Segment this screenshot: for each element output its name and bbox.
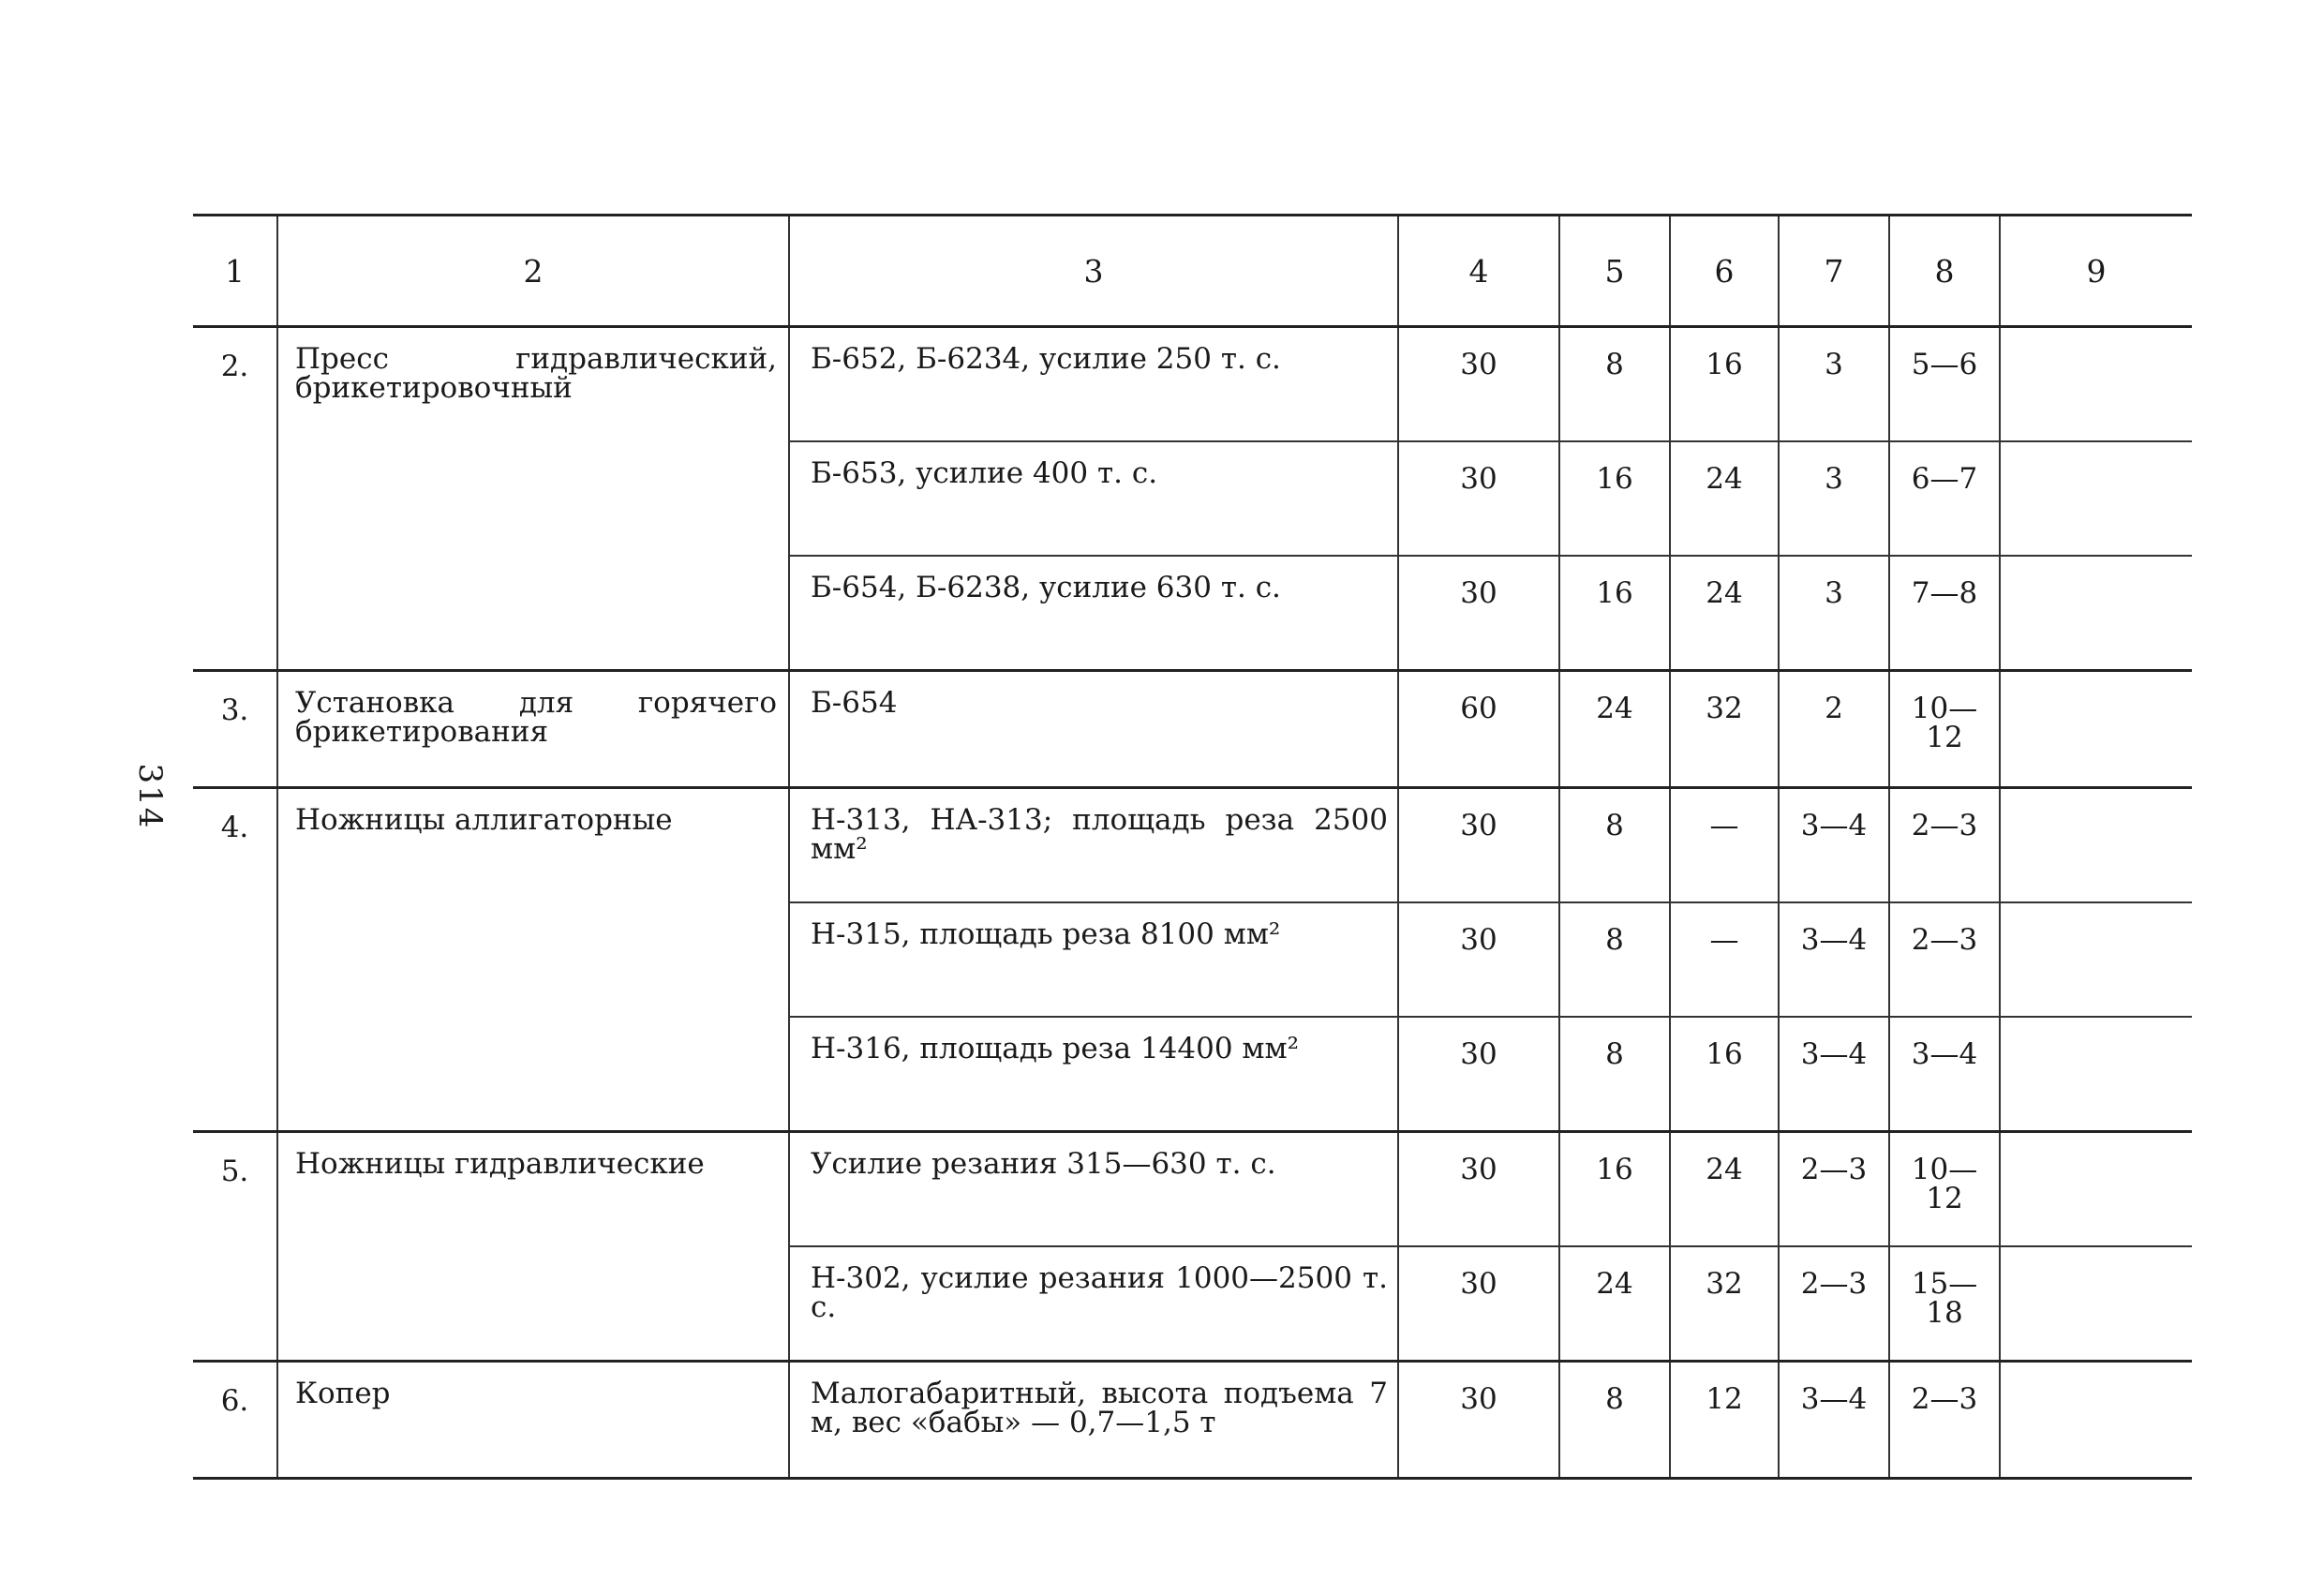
item-number: 4.	[193, 788, 277, 1132]
value-col-7: 2	[1779, 671, 1889, 788]
header-col-3: 3	[789, 216, 1398, 327]
item-number: 6.	[193, 1362, 277, 1479]
header-col-4: 4	[1398, 216, 1559, 327]
item-name: Установка для горячего брикетирования	[277, 671, 789, 788]
model-cell: Н-313, НА-313; площадь реза 2500 мм²	[789, 788, 1398, 903]
table-header	[193, 216, 2192, 327]
value-col-7: 2—3	[1779, 1132, 1889, 1247]
table-row	[193, 1362, 2192, 1479]
item-name: Копер	[277, 1362, 789, 1479]
value-col-9	[2000, 1362, 2192, 1479]
model-cell: Н-315, площадь реза 8100 мм²	[789, 902, 1398, 1017]
value-col-5: 16	[1559, 1132, 1670, 1247]
value-col-7: 2—3	[1779, 1246, 1889, 1362]
value-col-4: 30	[1398, 902, 1559, 1017]
value-col-8: 10—12	[1889, 1132, 2000, 1247]
model-cell: Б-654	[789, 671, 1398, 788]
value-col-6: —	[1670, 788, 1779, 903]
model-cell: Н-302, усилие резания 1000—2500 т. с.	[789, 1246, 1398, 1362]
value-col-4: 30	[1398, 788, 1559, 903]
value-col-9	[2000, 1132, 2192, 1247]
value-col-8: 6—7	[1889, 441, 2000, 556]
header-col-7: 7	[1779, 216, 1889, 327]
value-col-7: 3	[1779, 327, 1889, 442]
header-row	[193, 216, 2192, 327]
model-cell: Н-316, площадь реза 14400 мм²	[789, 1017, 1398, 1132]
item-number: 5.	[193, 1132, 277, 1362]
item-name: Ножницы аллигаторные	[277, 788, 789, 1132]
value-col-4: 30	[1398, 1362, 1559, 1479]
value-col-8: 2—3	[1889, 902, 2000, 1017]
value-col-5: 24	[1559, 671, 1670, 788]
value-col-5: 8	[1559, 788, 1670, 903]
header-col-2: 2	[277, 216, 789, 327]
value-col-7: 3	[1779, 441, 1889, 556]
value-col-6: 32	[1670, 1246, 1779, 1362]
value-col-5: 8	[1559, 1362, 1670, 1479]
value-col-4: 30	[1398, 1017, 1559, 1132]
model-cell: Б-654, Б-6238, усилие 630 т. с.	[789, 556, 1398, 671]
value-col-9	[2000, 788, 2192, 903]
value-col-7: 3—4	[1779, 788, 1889, 903]
value-col-5: 8	[1559, 902, 1670, 1017]
item-number: 2.	[193, 327, 277, 671]
model-cell: Усилие резания 315—630 т. с.	[789, 1132, 1398, 1247]
table-row	[193, 1132, 2192, 1247]
value-col-8: 7—8	[1889, 556, 2000, 671]
value-col-8: 10—12	[1889, 671, 2000, 788]
value-col-6: 24	[1670, 441, 1779, 556]
value-col-7: 3	[1779, 556, 1889, 671]
table-row	[193, 788, 2192, 903]
specifications-table-wrap	[193, 214, 2192, 1480]
value-col-4: 30	[1398, 327, 1559, 442]
header-col-6: 6	[1670, 216, 1779, 327]
model-cell: Б-653, усилие 400 т. с.	[789, 441, 1398, 556]
value-col-9	[2000, 902, 2192, 1017]
page-number: 314	[131, 763, 169, 830]
value-col-8: 2—3	[1889, 788, 2000, 903]
model-cell: Малогабаритный, высота подъема 7 м, вес «бабы» — 0,7—1,5 т	[789, 1362, 1398, 1479]
header-col-1: 1	[193, 216, 277, 327]
value-col-6: 16	[1670, 1017, 1779, 1132]
value-col-5: 8	[1559, 327, 1670, 442]
value-col-4: 30	[1398, 1246, 1559, 1362]
header-col-8: 8	[1889, 216, 2000, 327]
item-name: Ножницы гидравлические	[277, 1132, 789, 1362]
value-col-7: 3—4	[1779, 1017, 1889, 1132]
value-col-4: 30	[1398, 556, 1559, 671]
value-col-9	[2000, 1017, 2192, 1132]
value-col-8: 15—18	[1889, 1246, 2000, 1362]
value-col-9	[2000, 327, 2192, 442]
header-col-5: 5	[1559, 216, 1670, 327]
header-col-9: 9	[2000, 216, 2192, 327]
value-col-6: 16	[1670, 327, 1779, 442]
item-number: 3.	[193, 671, 277, 788]
value-col-8: 5—6	[1889, 327, 2000, 442]
value-col-9	[2000, 1246, 2192, 1362]
value-col-7: 3—4	[1779, 1362, 1889, 1479]
value-col-6: 32	[1670, 671, 1779, 788]
value-col-5: 24	[1559, 1246, 1670, 1362]
value-col-7: 3—4	[1779, 902, 1889, 1017]
value-col-6: 12	[1670, 1362, 1779, 1479]
value-col-9	[2000, 556, 2192, 671]
value-col-6: 24	[1670, 1132, 1779, 1247]
value-col-4: 60	[1398, 671, 1559, 788]
model-cell: Б-652, Б-6234, усилие 250 т. с.	[789, 327, 1398, 442]
specifications-table	[193, 214, 2192, 1480]
value-col-6: —	[1670, 902, 1779, 1017]
item-name: Пресс гидравлический, брикетировочный	[277, 327, 789, 671]
value-col-8: 3—4	[1889, 1017, 2000, 1132]
table-row	[193, 671, 2192, 788]
value-col-4: 30	[1398, 1132, 1559, 1247]
table-row	[193, 327, 2192, 442]
value-col-5: 16	[1559, 556, 1670, 671]
value-col-9	[2000, 441, 2192, 556]
value-col-5: 8	[1559, 1017, 1670, 1132]
value-col-6: 24	[1670, 556, 1779, 671]
value-col-8: 2—3	[1889, 1362, 2000, 1479]
value-col-4: 30	[1398, 441, 1559, 556]
value-col-9	[2000, 671, 2192, 788]
table-body	[193, 327, 2192, 1479]
value-col-5: 16	[1559, 441, 1670, 556]
